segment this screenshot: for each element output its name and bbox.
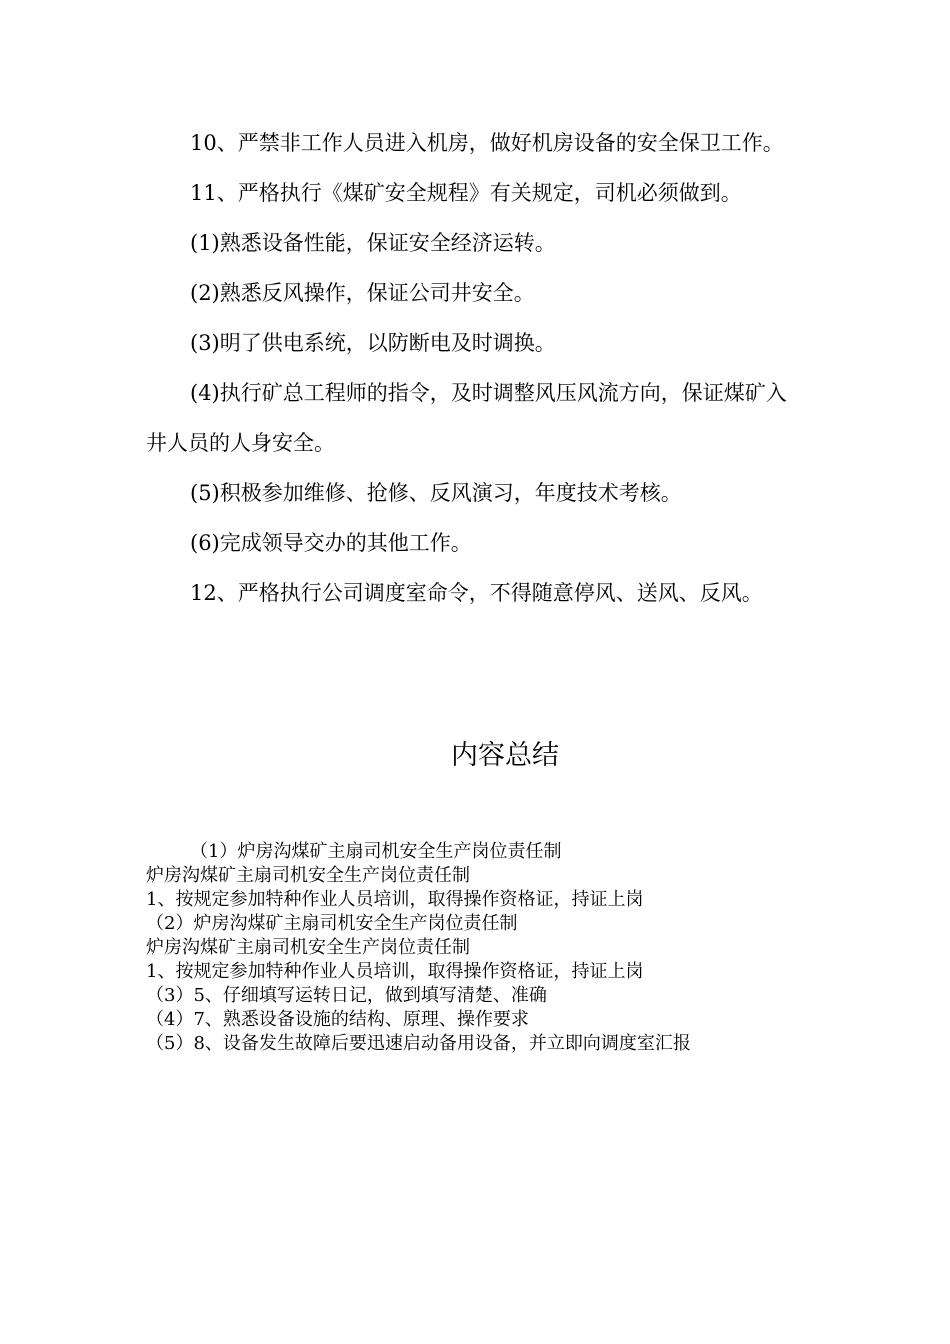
summary-line: 1、按规定参加特种作业人员培训，取得操作资格证，持证上岗 xyxy=(146,961,644,982)
summary-line: 炉房沟煤矿主扇司机安全生产岗位责任制 xyxy=(146,865,470,886)
summary-line: （3）5、仔细填写运转日记，做到填写清楚、准确 xyxy=(146,985,547,1006)
paragraph-11: 11、严格执行《煤矿安全规程》有关规定，司机必须做到。 xyxy=(190,181,742,205)
paragraph-11-3: (3)明了供电系统，以防断电及时调换。 xyxy=(190,331,556,355)
summary-line: （5）8、设备发生故障后要迅速启动备用设备，并立即向调度室汇报 xyxy=(146,1033,691,1054)
paragraph-11-1: (1)熟悉设备性能，保证安全经济运转。 xyxy=(190,231,556,255)
summary-title: 内容总结 xyxy=(451,740,559,771)
paragraph-11-4: (4)执行矿总工程师的指令，及时调整风压风流方向，保证煤矿入井人员的人身安全。 xyxy=(146,381,787,455)
summary-line: （1）炉房沟煤矿主扇司机安全生产岗位责任制 xyxy=(190,841,562,862)
body-text xyxy=(146,118,806,618)
summary-line: 1、按规定参加特种作业人员培训，取得操作资格证，持证上岗 xyxy=(146,889,644,910)
summary-line: 炉房沟煤矿主扇司机安全生产岗位责任制 xyxy=(146,937,470,958)
paragraph-12: 12、严格执行公司调度室命令，不得随意停风、送风、反风。 xyxy=(190,581,763,605)
summary-line: （2）炉房沟煤矿主扇司机安全生产岗位责任制 xyxy=(146,913,518,934)
summary-list xyxy=(146,840,826,1056)
paragraph-11-2: (2)熟悉反风操作，保证公司井安全。 xyxy=(190,281,535,305)
summary-line: （4）7、熟悉设备设施的结构、原理、操作要求 xyxy=(146,1009,529,1030)
paragraph-11-6: (6)完成领导交办的其他工作。 xyxy=(190,531,472,555)
paragraph-10: 10、严禁非工作人员进入机房，做好机房设备的安全保卫工作。 xyxy=(190,131,784,155)
paragraph-11-5: (5)积极参加维修、抢修、反风演习，年度技术考核。 xyxy=(190,481,682,505)
